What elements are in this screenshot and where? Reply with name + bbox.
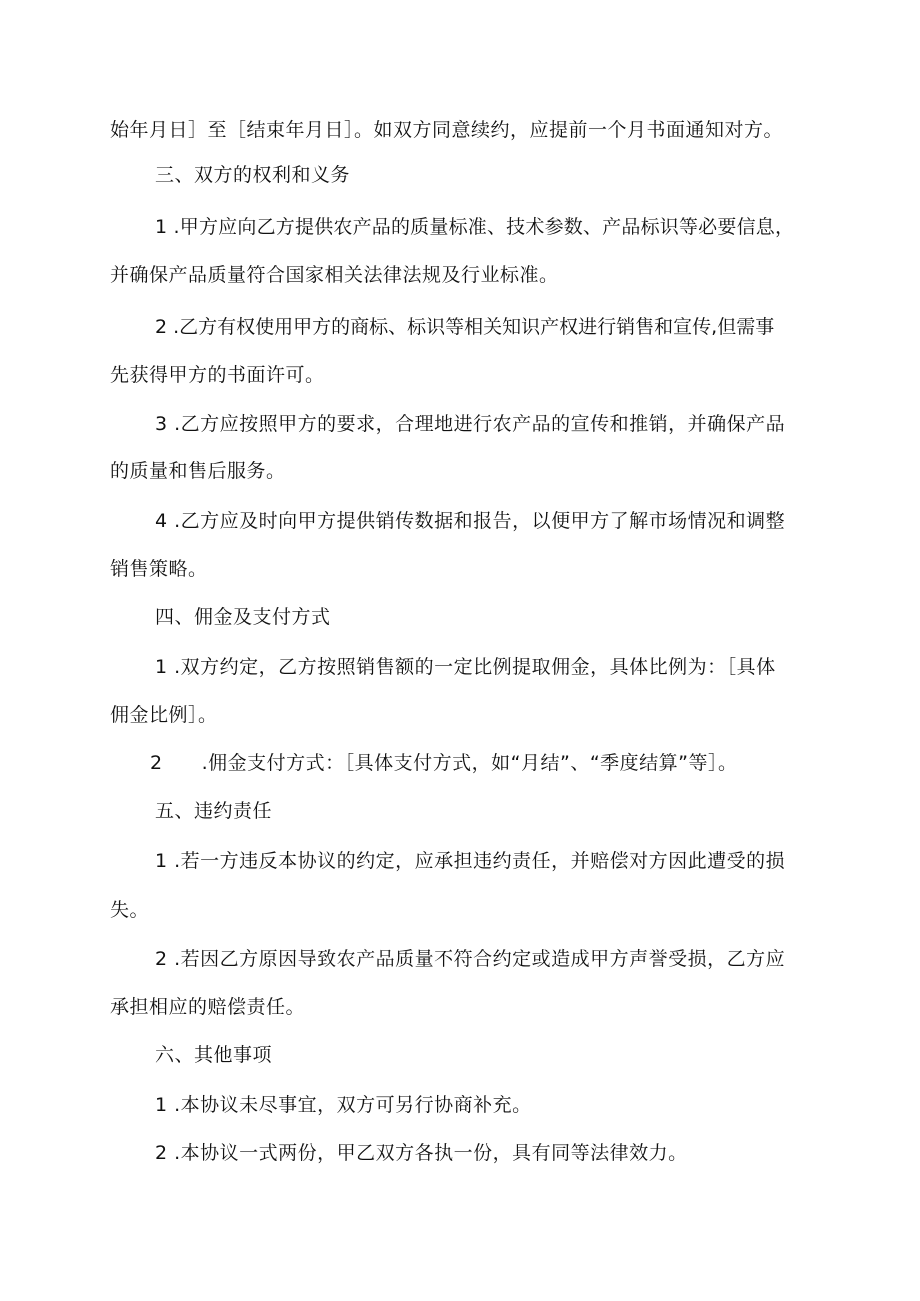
clause-3-4-line-1: 4 .乙方应及时向甲方提供销传数据和报告，以便甲方了解市场情况和调整 [155,510,786,532]
section-heading-liability: 五、违约责任 [155,800,273,822]
clause-3-4-line-2: 销售策略。 [110,558,208,580]
clause-3-3-line-1: 3 .乙方应按照甲方的要求，合理地进行农产品的宣传和推销，并确保产品 [155,413,786,435]
section-heading-other-matters: 六、其他事项 [155,1044,273,1066]
clause-4-1-line-2: 佣金比例］。 [110,704,218,726]
clause-3-3-line-2: 的质量和售后服务。 [110,460,286,482]
section-heading-rights-obligations: 三、双方的权利和义务 [155,164,351,186]
clause-3-1-line-2: 并确保产品质量符合国家相关法律法规及行业标准。 [110,264,559,286]
clause-3-2-line-1: 2 .乙方有权使用甲方的商标、标识等相关知识产权进行销售和宣传,但需事 [155,316,775,338]
clause-5-2-line-2: 承担相应的赔偿责任。 [110,996,306,1018]
clause-4-1-line-1: 1 .双方约定，乙方按照销售额的一定比例提取佣金，具体比例为：［具体 [155,656,776,678]
contract-term-continuation: 始年月日］至［结束年月日］。如双方同意续约，应提前一个月书面通知对方。 [110,119,784,141]
clause-5-1-line-1: 1 .若一方违反本协议的约定，应承担违约责任，并赔偿对方因此遭受的损 [155,850,786,872]
clause-5-2-line-1: 2 .若因乙方原因导致农产品质量不符合约定或造成甲方声誉受损，乙方应 [155,948,786,970]
section-heading-commission-payment: 四、佣金及支付方式 [155,606,331,628]
clause-6-1: 1 .本协议未尽事宜，双方可另行协商补充。 [155,1094,532,1116]
clause-6-2: 2 .本协议一式两份，甲乙双方各执一份，具有同等法律效力。 [155,1142,688,1164]
clause-3-2-line-2: 先获得甲方的书面许可。 [110,364,325,386]
clause-4-2: 2 .佣金支付方式：［具体支付方式，如“月结”、“季度结算”等］。 [150,752,738,774]
clause-3-1-line-1: 1 .甲方应向乙方提供农产品的质量标准、技术参数、产品标识等必要信息， [155,216,795,238]
clause-5-1-line-2: 失。 [110,899,150,921]
